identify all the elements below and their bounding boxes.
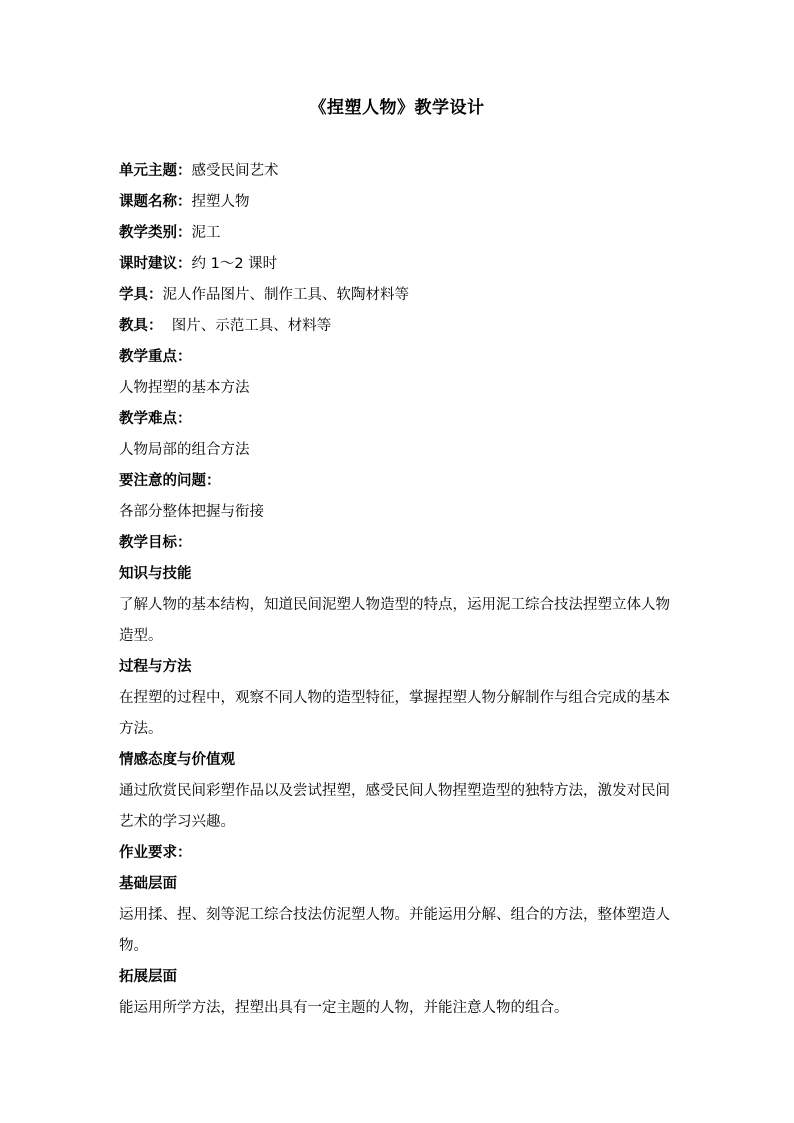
subsection-text-knowledge: 了解人物的基本结构，知道民间泥塑人物造型的特点，运用泥工综合技法捏塑立体人物造型。 <box>119 597 670 644</box>
subsection-heading-process: 过程与方法 <box>119 659 192 675</box>
section-text-key-point: 人物捏塑的基本方法 <box>119 380 250 396</box>
section-text-notice: 各部分整体把握与衔接 <box>119 504 264 520</box>
subsection-text-emotion: 通过欣赏民间彩塑作品以及尝试捏塑，感受民间人物捏塑造型的独特方法，激发对民间艺术的学习兴趣。 <box>119 783 670 830</box>
subsection-heading-basic: 基础层面 <box>119 876 177 892</box>
field-student-tools <box>119 280 679 311</box>
document-title: 《捏塑人物》教学设计 <box>309 98 485 118</box>
field-class-hours <box>119 249 679 280</box>
subsection-text-extended: 能运用所学方法，捏塑出具有一定主题的人物，并能注意人物的组合。 <box>119 1000 569 1016</box>
field-value: 感受民间艺术 <box>191 163 279 179</box>
section-text-difficulty: 人物局部的组合方法 <box>119 442 250 458</box>
subsection-text-basic: 运用揉、捏、刻等泥工综合技法仿泥塑人物。并能运用分解、组合的方法，整体塑造人物。 <box>119 907 670 954</box>
subsection-heading-knowledge: 知识与技能 <box>119 566 192 582</box>
field-label: 学具： <box>119 287 163 303</box>
field-value: 泥人作品图片、制作工具、软陶材料等 <box>162 287 409 303</box>
section-heading-key-point: 教学重点： <box>119 349 192 365</box>
field-label: 单元主题： <box>119 163 192 179</box>
field-label: 课题名称： <box>119 194 192 210</box>
subsection-heading-emotion: 情感态度与价值观 <box>119 752 235 768</box>
section-heading-homework: 作业要求： <box>119 845 192 861</box>
field-unit-theme <box>119 156 679 187</box>
section-heading-difficulty: 教学难点： <box>119 411 192 427</box>
field-value: 捏塑人物 <box>191 194 250 210</box>
field-value: 图片、示范工具、材料等 <box>162 318 332 334</box>
field-lesson-name <box>119 187 679 218</box>
field-value: 约 1～2 课时 <box>191 256 278 272</box>
field-label: 课时建议： <box>119 256 192 272</box>
subsection-heading-extended: 拓展层面 <box>119 969 177 985</box>
document-body <box>119 156 679 1024</box>
field-teaching-type <box>119 218 679 249</box>
field-label: 教学类别： <box>119 225 192 241</box>
section-heading-goals: 教学目标： <box>119 535 192 551</box>
field-teacher-tools <box>119 311 679 342</box>
field-value: 泥工 <box>191 225 221 241</box>
section-heading-notice: 要注意的问题： <box>119 473 221 489</box>
field-label: 教具： <box>119 318 163 334</box>
subsection-text-process: 在捏塑的过程中，观察不同人物的造型特征，掌握捏塑人物分解制作与组合完成的基本方法。 <box>119 690 670 737</box>
